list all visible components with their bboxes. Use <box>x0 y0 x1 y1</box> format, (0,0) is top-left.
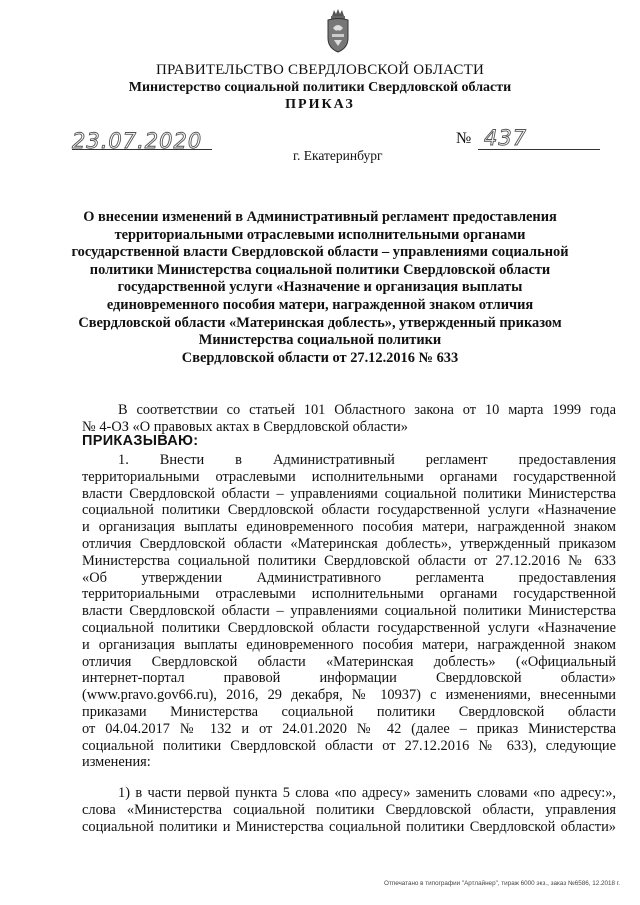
paragraph-line: от 04.04.2017 № 132 и от 24.01.2020 № 42 (далее – приказ Министерства <box>82 720 616 737</box>
paragraph-line: отличия Свердловской области «Материнская доблесть» («Официальный <box>82 653 616 670</box>
order-title <box>70 209 570 367</box>
ministry-heading: Министерство социальной политики Свердловской области <box>128 80 512 95</box>
paragraph-line: отличия Свердловской области «Материнская доблесть», утвержденный приказом <box>82 535 616 552</box>
preamble-paragraph <box>82 402 616 436</box>
title-line: политики Министерства социальной политики Свердловской области <box>89 261 551 278</box>
paragraph-line: социальной политики Свердловской области государственной услуги «Назначение <box>82 619 616 636</box>
paragraph-line: 1) в части первой пункта 5 слова «по адресу» заменить словами «по адресу:», <box>118 785 616 801</box>
title-line: О внесении изменений в Административный регламент предоставления <box>83 209 557 225</box>
paragraph-line: и организация выплаты единовременного пособия матери, награжденной знаком <box>82 636 616 653</box>
paragraph-line: № 4-ОЗ «О правовых актах в Свердловской области» <box>82 418 408 435</box>
paragraph-line: изменения: <box>82 754 151 771</box>
paragraph-line: 1. Внести в Административный регламент предоставления <box>118 452 616 468</box>
coat-of-arms-emblem <box>323 6 353 54</box>
paragraph-line: Министерства социальной политики Свердловской области от 27.12.2016 № 633 <box>82 552 616 569</box>
number-underline <box>478 149 600 150</box>
document-type-heading: ПРИКАЗ <box>285 97 355 112</box>
paragraph-line: В соответствии со статьей 101 Областного закона от 10 марта 1999 года <box>118 402 616 418</box>
subitem-1-paragraph <box>82 785 616 835</box>
paragraph-line: территориальными отраслевыми исполнительными органами государственной <box>82 468 616 485</box>
paragraph-line: и организация выплаты единовременного пособия матери, награжденной знаком <box>82 519 616 536</box>
paragraph-line: территориальными отраслевыми исполнительными органами государственной <box>82 586 616 603</box>
government-heading: ПРАВИТЕЛЬСТВО СВЕРДЛОВСКОЙ ОБЛАСТИ <box>155 62 485 78</box>
paragraph-line: социальной политики и Министерства социальной политики Свердловской области» <box>82 818 616 835</box>
paragraph-line: власти Свердловской области – управлениями социальной политики Министерства <box>82 485 616 502</box>
paragraph-line: социальной политики Свердловской области от 27.12.2016 № 633), следующие <box>82 737 616 754</box>
city-label: г. Екатеринбург <box>293 148 383 163</box>
paragraph-line: «Об утверждении Административного регламента предоставления <box>82 569 616 586</box>
title-line: Свердловской области «Материнская доблесть», утвержденный приказом <box>78 314 562 331</box>
title-line: Свердловской области от 27.12.2016 № 633 <box>181 349 459 366</box>
order-number: 437 <box>484 126 528 150</box>
order-directive: ПРИКАЗЫВАЮ: <box>82 433 199 449</box>
paragraph-line: власти Свердловской области – управлениями социальной политики Министерства <box>82 603 616 620</box>
paragraph-line: интернет-портал правовой информации Свердловской области» <box>82 670 616 687</box>
paragraph-line: (www.pravo.gov66.ru), 2016, 29 декабря, № 10937) с изменениями, внесенными <box>82 687 616 704</box>
title-line: Министерства социальной политики <box>198 332 442 349</box>
number-sign: № <box>456 130 472 147</box>
title-line: территориальными отраслевыми исполнительными органами <box>114 226 526 243</box>
paragraph-line: приказами Министерства социальной политики Свердловской области <box>82 703 616 720</box>
item-1-paragraph <box>82 452 616 771</box>
date-underline <box>72 149 212 150</box>
paragraph-line: слова «Министерства социальной политики Свердловской области, управления <box>82 801 616 818</box>
print-footer: Отпечатано в типографии "Артлайнер", тираж 6000 экз., заказ №6586, 12.2018 г. <box>384 880 621 887</box>
paragraph-line: социальной политики Свердловской области государственной услуги «Назначение <box>82 502 616 519</box>
title-line: единовременного пособия матери, награжденной знаком отличия <box>106 296 534 313</box>
title-line: государственной услуги «Назначение и организация выплаты <box>117 279 523 296</box>
title-line: государственной власти Свердловской области – управлениями социальной <box>71 244 569 261</box>
order-date: 23.07.2020 <box>72 129 203 153</box>
